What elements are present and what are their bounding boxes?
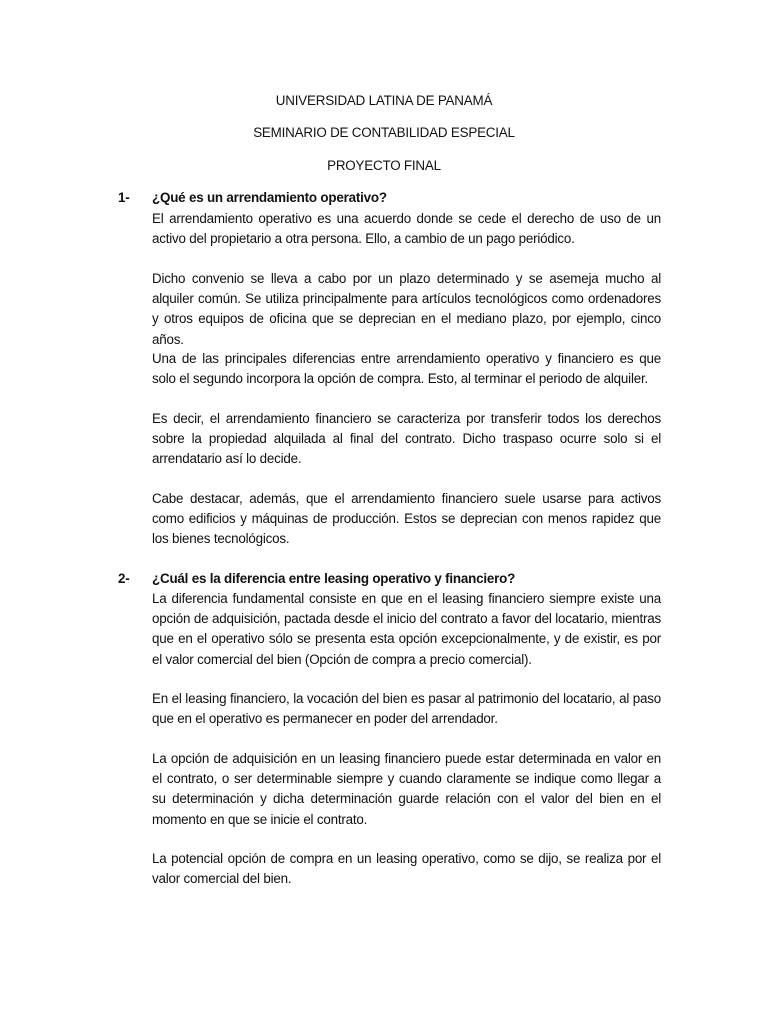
question-2-paragraph-4: La potencial opción de compra en un leasing operativo, como se dijo, se realiza por el valor comercial del bien. <box>152 851 661 887</box>
course-title: SEMINARIO DE CONTABILIDAD ESPECIAL <box>253 125 515 140</box>
question-2-paragraph-3: La opción de adquisición en un leasing financiero puede estar determinada en valor en el contrato, o ser determinable siempre y cuando claramente se indique como llegar a su determinación y dicha determinación guarde relación con el valor del bien en el momento en que se inicie el contrato. <box>152 751 661 827</box>
question-1-paragraph-4: Es decir, el arrendamiento financiero se caracteriza por transferir todos los derechos sobre la propiedad alquilada al final del contrato. Dicho traspaso ocurre solo si el arrendatario así lo decide. <box>152 411 661 467</box>
university-title: UNIVERSIDAD LATINA DE PANAMÁ <box>275 93 493 108</box>
question-1-number: 1- <box>118 190 130 205</box>
question-1-paragraph-3: Una de las principales diferencias entre arrendamiento operativo y financiero es que solo el segundo incorpora la opción de compra. Esto, al terminar el periodo de alquiler. <box>152 351 661 387</box>
question-1-title: ¿Qué es un arrendamiento operativo? <box>152 190 387 205</box>
question-2-paragraph-2: En el leasing financiero, la vocación del bien es pasar al patrimonio del locatario, al paso que en el operativo es permanecer en poder del arrendador. <box>152 691 661 727</box>
question-1-paragraph-2: Dicho convenio se lleva a cabo por un plazo determinado y se asemeja mucho al alquiler común. Se utiliza principalmente para artículos tecnológicos como ordenadores y otros equipos de oficina que se deprecian en el mediano plazo, por ejemplo, cinco años. <box>152 271 661 347</box>
question-2-title: ¿Cuál es la diferencia entre leasing operativo y financiero? <box>152 571 516 586</box>
question-2-paragraph-1: La diferencia fundamental consiste en que en el leasing financiero siempre existe una opción de adquisición, pactada desde el inicio del contrato a favor del locatario, mientras que en el operativo sólo se presenta esta opción excepcionalmente, y de existir, es por el valor comercial del bien (Opción de compra a precio comercial). <box>152 591 661 667</box>
project-title: PROYECTO FINAL <box>327 158 441 173</box>
question-1-paragraph-5: Cabe destacar, además, que el arrendamiento financiero suele usarse para activos como edificios y máquinas de producción. Estos se deprecian con menos rapidez que los bienes tecnológicos. <box>152 491 661 547</box>
question-2-number: 2- <box>118 571 130 586</box>
question-1-paragraph-1: El arrendamiento operativo es una acuerdo donde se cede el derecho de uso de un activo del propietario a otra persona. Ello, a cambio de un pago periódico. <box>152 211 661 247</box>
